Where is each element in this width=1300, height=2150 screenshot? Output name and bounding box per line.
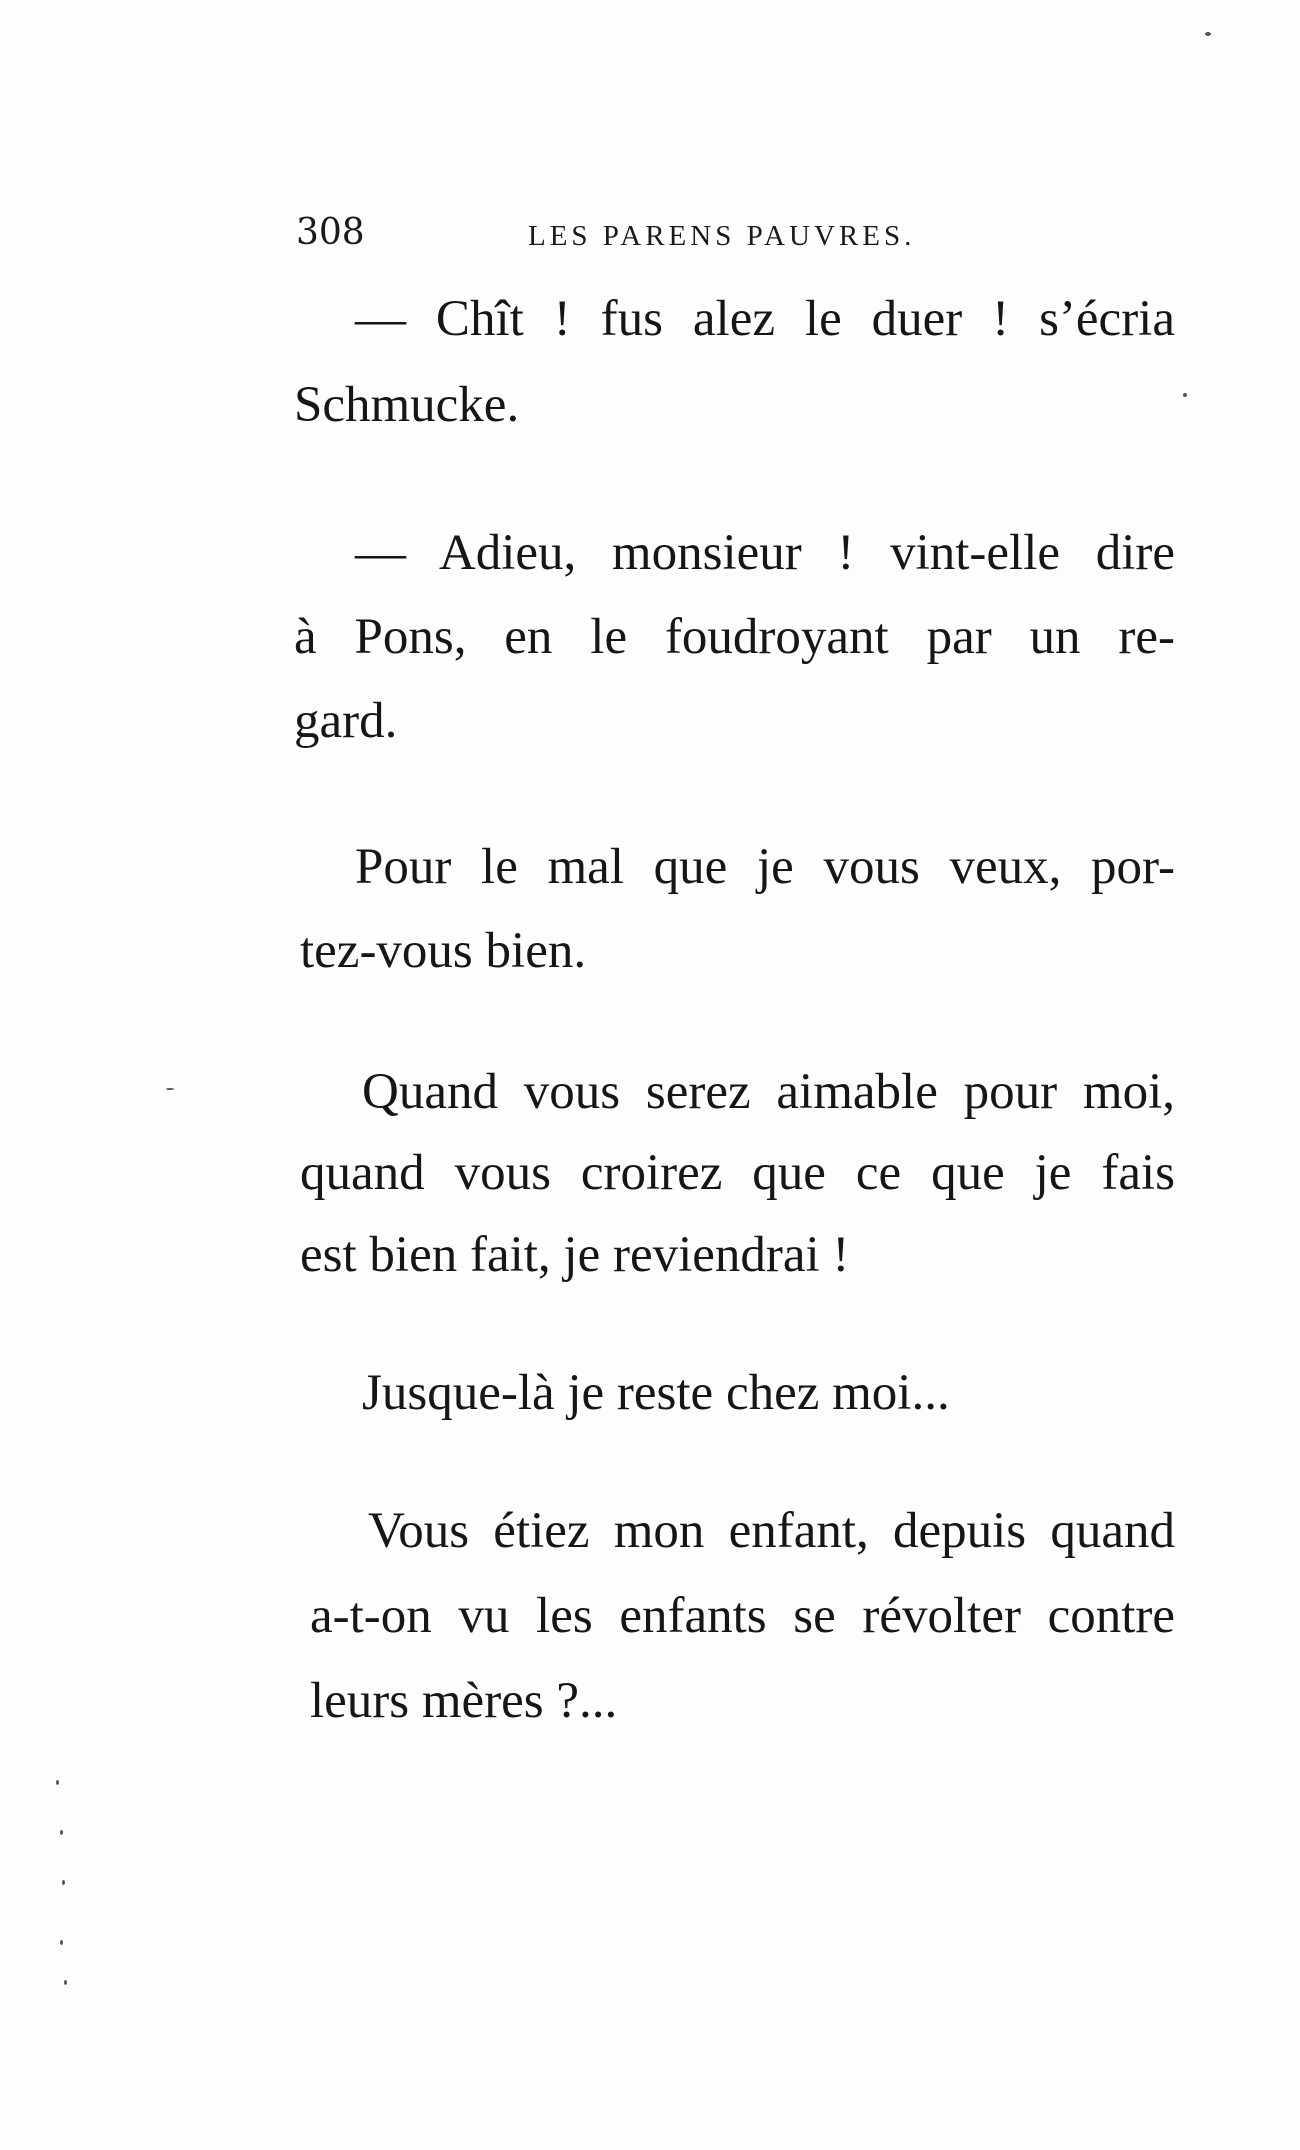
paragraph-2-line-2: à Pons, en le foudroyant par un re- [294, 609, 1175, 665]
print-speck [62, 1880, 65, 1885]
paragraph-2-line-1: — Adieu, monsieur ! vint-elle dire [355, 525, 1175, 581]
paragraph-4-line-2: quand vous croirez que ce que je fais [300, 1145, 1175, 1201]
page-number: 308 [296, 212, 365, 253]
print-speck [60, 1830, 63, 1835]
print-speck [56, 1780, 59, 1785]
paragraph-1-line-2: Schmucke. [294, 377, 520, 433]
print-speck [60, 1940, 63, 1945]
paragraph-6-line-2: a-t-on vu les enfants se révolter contre [310, 1588, 1175, 1644]
paragraph-6-line-3: leurs mères ?... [310, 1673, 618, 1729]
paragraph-4-line-1: Quand vous serez aimable pour moi, [362, 1064, 1175, 1120]
paragraph-2-line-3: gard. [294, 693, 398, 749]
paragraph-3-line-1: Pour le mal que je vous veux, por- [355, 839, 1175, 895]
print-speck [1205, 32, 1211, 36]
print-speck [166, 1088, 174, 1090]
paragraph-6-line-1: Vous étiez mon enfant, depuis quand [368, 1503, 1175, 1559]
paragraph-1-line-1: — Chît ! fus alez le duer ! s’écria [355, 291, 1175, 347]
print-speck [1183, 393, 1187, 397]
paragraph-3-line-2: tez-vous bien. [300, 923, 587, 979]
paragraph-5-line-1: Jusque-là je reste chez moi... [362, 1365, 950, 1421]
print-speck [64, 1980, 67, 1985]
running-title: LES PARENS PAUVRES. [528, 220, 916, 252]
paragraph-4-line-3: est bien fait, je reviendrai ! [300, 1227, 850, 1283]
